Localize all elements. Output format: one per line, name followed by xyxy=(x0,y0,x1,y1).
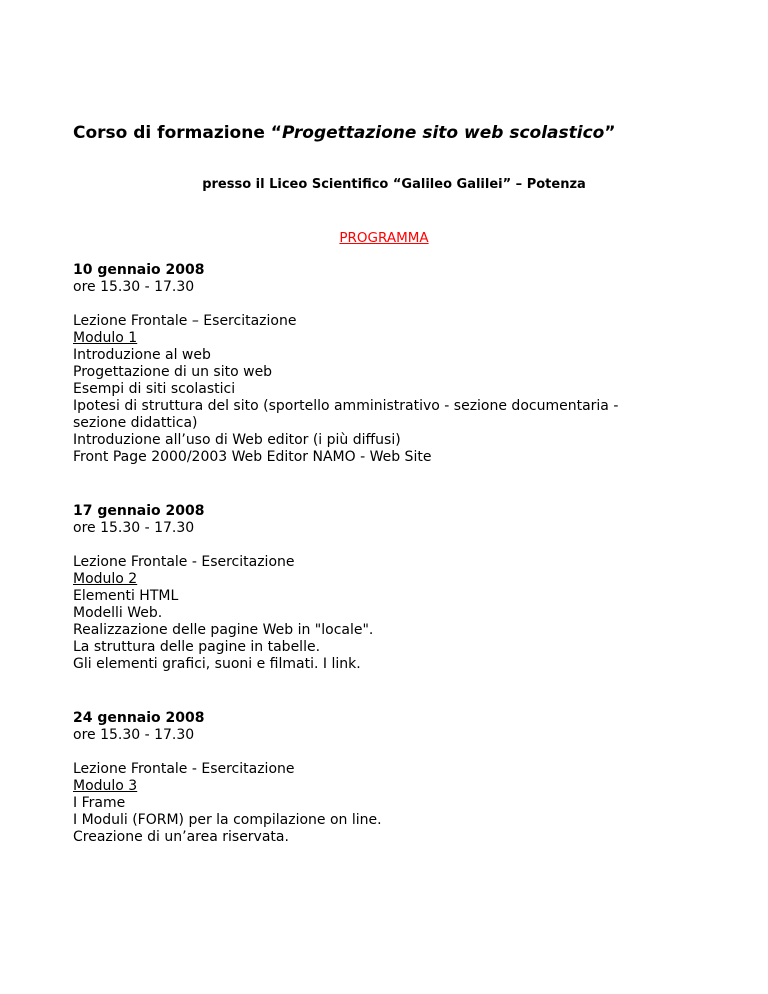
session-line: Introduzione all’uso di Web editor (i più diffusi) xyxy=(73,432,401,448)
session-line: Gli elementi grafici, suoni e filmati. I link. xyxy=(73,656,361,672)
session-line: Front Page 2000/2003 Web Editor NAMO - Web Site xyxy=(73,449,432,465)
document-subtitle xyxy=(0,176,768,194)
session-2 xyxy=(73,503,373,673)
session-line: Progettazione di un sito web xyxy=(73,364,273,380)
session-time: ore 15.30 - 17.30 xyxy=(73,279,195,295)
session-line: La struttura delle pagine in tabelle. xyxy=(73,639,321,655)
session-module: Modulo 3 xyxy=(73,778,138,794)
session-line: Ipotesi di struttura del sito (sportello amministrativo - sezione documentaria - xyxy=(73,398,619,414)
session-date: 17 gennaio 2008 xyxy=(73,503,205,519)
session-line: Creazione di un’area riservata. xyxy=(73,829,289,845)
subtitle-text: presso il Liceo Scientifico “Galileo Galilei” – Potenza xyxy=(202,177,586,192)
title-prefix: Corso di formazione “ xyxy=(73,123,282,143)
title-suffix: ” xyxy=(604,123,616,143)
session-1 xyxy=(73,262,618,466)
session-module: Modulo 2 xyxy=(73,571,138,587)
session-type: Lezione Frontale - Esercitazione xyxy=(73,554,295,570)
session-line: sezione didattica) xyxy=(73,415,198,431)
session-date: 10 gennaio 2008 xyxy=(73,262,205,278)
session-module: Modulo 1 xyxy=(73,330,138,346)
session-line: I Frame xyxy=(73,795,126,811)
programma-heading: PROGRAMMA xyxy=(339,230,429,246)
session-type: Lezione Frontale – Esercitazione xyxy=(73,313,297,329)
session-line: Elementi HTML xyxy=(73,588,179,604)
session-line: Modelli Web. xyxy=(73,605,163,621)
title-italic: Progettazione sito web scolastico xyxy=(281,123,605,143)
session-date: 24 gennaio 2008 xyxy=(73,710,205,726)
session-line: Esempi di siti scolastici xyxy=(73,381,236,397)
session-line: Realizzazione delle pagine Web in "locale". xyxy=(73,622,374,638)
session-type: Lezione Frontale - Esercitazione xyxy=(73,761,295,777)
session-3 xyxy=(73,710,382,846)
session-line: Introduzione al web xyxy=(73,347,211,363)
session-time: ore 15.30 - 17.30 xyxy=(73,520,195,536)
session-time: ore 15.30 - 17.30 xyxy=(73,727,195,743)
document-title xyxy=(73,122,616,144)
session-line: I Moduli (FORM) per la compilazione on line. xyxy=(73,812,382,828)
